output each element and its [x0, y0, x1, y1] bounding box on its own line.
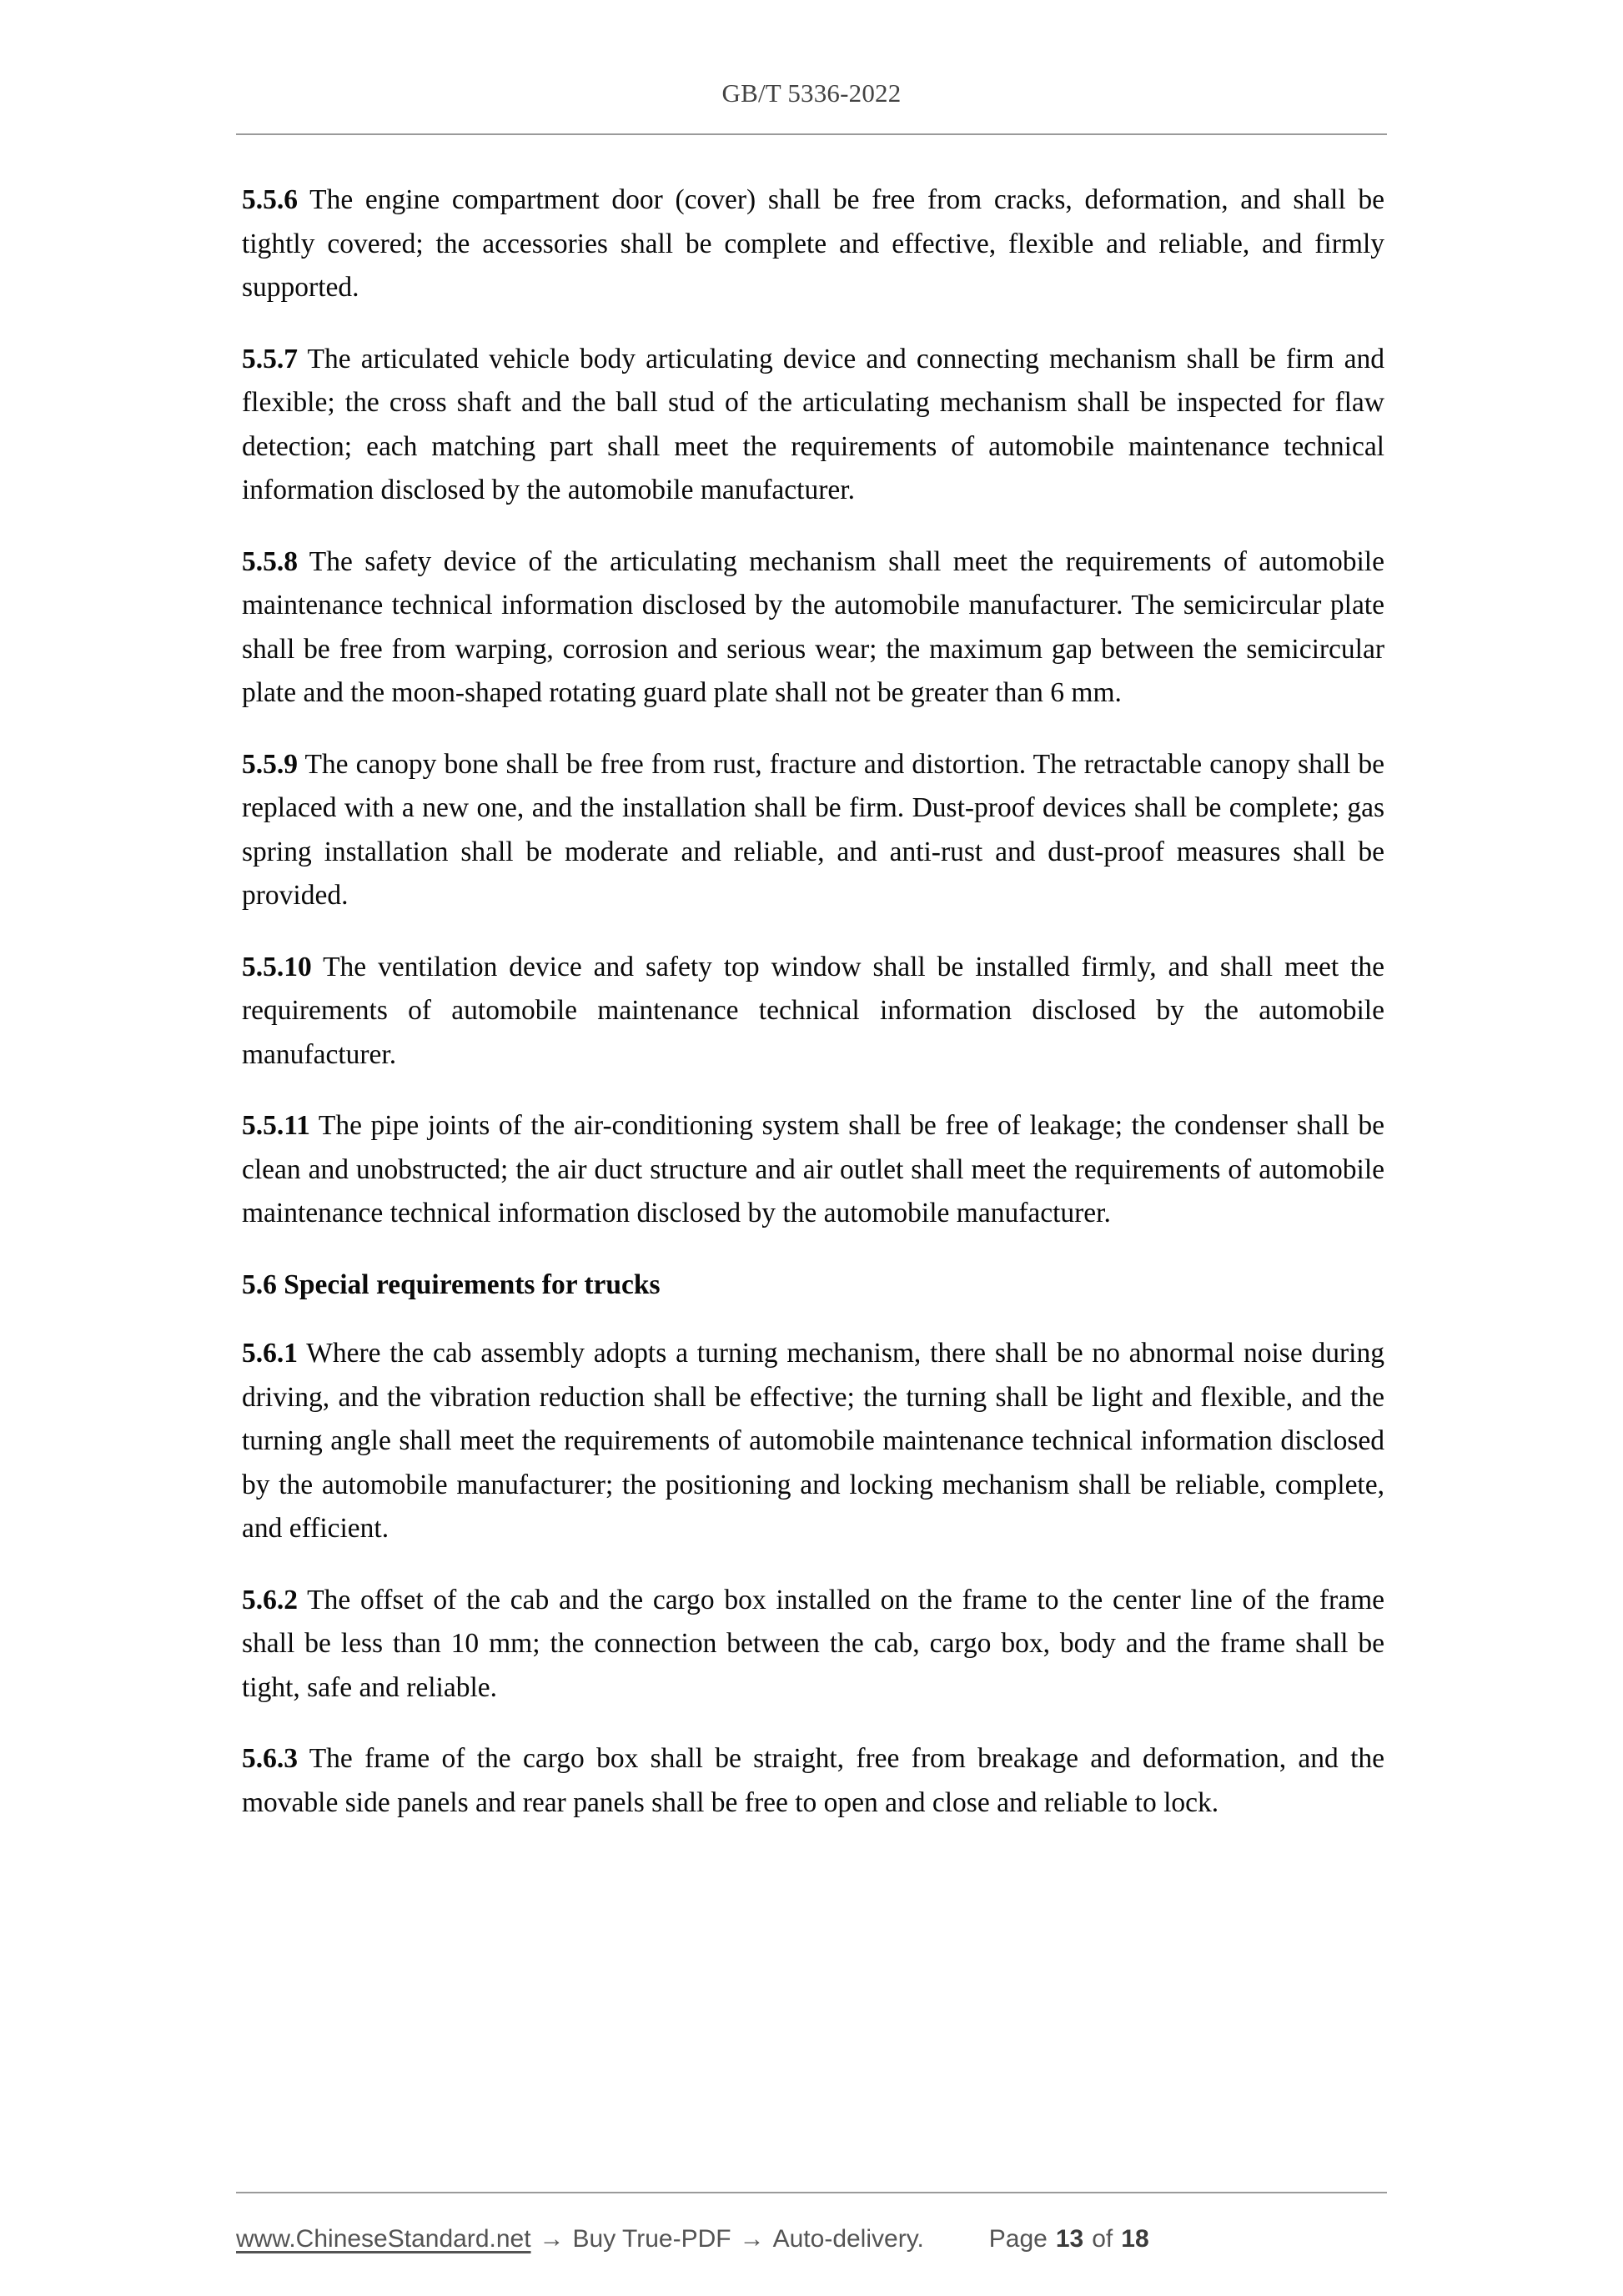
clause-text: The ventilation device and safety top window shall be installed firmly, and shall meet the requirements of automobile maintenance technical information disclosed by the automobile manufacturer.	[242, 951, 1384, 1070]
clause-text: The frame of the cargo box shall be straight, free from breakage and deformation, and the movable side panels and rear panels shall be free to open and close and reliable to lock.	[242, 1743, 1384, 1818]
clause-text: The articulated vehicle body articulating device and connecting mechanism shall be firm and flexible; the cross shaft and the ball stud of the articulating mechanism shall be inspected for flaw detection; each matching part shall meet the requirements of automobile maintenance technical information disclosed by the automobile manufacturer.	[242, 343, 1384, 505]
page-label: Page	[988, 2225, 1048, 2253]
clause-text: The safety device of the articulating mechanism shall meet the requirements of automobile maintenance technical information disclosed by the automobile manufacturer. The semicircular plate shall be free from warping, corrosion and serious wear; the maximum gap between the semicircular plate and the moon-shaped rotating guard plate shall not be greater than 6 mm.	[242, 545, 1384, 708]
current-page-number: 13	[1055, 2225, 1084, 2253]
chinesestandard-link[interactable]: www.ChineseStandard.net	[236, 2225, 531, 2253]
footer-divider	[236, 2192, 1387, 2193]
standard-number: GB/T 5336-2022	[721, 78, 902, 108]
clause-number: 5.5.7	[242, 343, 298, 374]
clause-number: 5.6.1	[242, 1338, 298, 1369]
section-heading-5-6: 5.6 Special requirements for trucks	[242, 1269, 661, 1300]
clause-paragraph-5-6-1	[242, 1332, 1384, 1551]
page-header	[236, 79, 1387, 108]
clause-number: 5.5.9	[242, 748, 298, 780]
clause-number: 5.6.2	[242, 1584, 298, 1615]
of-label: of	[1092, 2225, 1113, 2253]
page-indicator	[989, 2225, 1149, 2253]
clause-paragraph-5-5-9	[242, 743, 1384, 918]
clause-text: The pipe joints of the air-conditioning system shall be free of leakage; the condenser shall be clean and unobstructed; the air duct structure and air outlet shall meet the requirements of automobile maintenance technical information disclosed by the automobile manufacturer.	[242, 1110, 1384, 1228]
clause-text: The canopy bone shall be free from rust, fracture and distortion. The retractable canopy shall be replaced with a new one, and the installation shall be firm. Dust-proof devices shall be complete; gas spring installation shall be moderate and reliable, and anti-rust and dust-proof measures shall be provided.	[242, 748, 1384, 911]
clause-paragraph-5-6-2	[242, 1579, 1384, 1711]
arrow-right-icon: →	[539, 2225, 565, 2253]
header-divider	[236, 133, 1387, 135]
footer-buy-label: Buy True-PDF	[572, 2225, 731, 2253]
clause-number: 5.5.10	[242, 951, 312, 982]
clause-paragraph-5-5-6	[242, 178, 1384, 310]
clause-paragraph-5-5-11	[242, 1104, 1384, 1236]
page-footer	[236, 2214, 1387, 2264]
clause-number: 5.5.6	[242, 184, 298, 215]
clause-paragraph-5-6-3	[242, 1737, 1384, 1825]
footer-delivery-label: Auto-delivery.	[772, 2225, 924, 2253]
clause-number: 5.5.11	[242, 1110, 310, 1141]
footer-promo	[236, 2225, 924, 2253]
clause-number: 5.5.8	[242, 545, 298, 577]
clause-number: 5.6.3	[242, 1743, 298, 1774]
clause-text: The offset of the cab and the cargo box installed on the frame to the center line of the frame shall be less than 10 mm; the connection between the cab, cargo box, body and the frame shall be tight, safe and reliable.	[242, 1584, 1384, 1703]
clause-paragraph-5-5-7	[242, 338, 1384, 513]
clause-paragraph-5-5-10	[242, 946, 1384, 1078]
total-page-number: 18	[1121, 2225, 1149, 2253]
document-body	[242, 178, 1384, 1825]
clause-text: The engine compartment door (cover) shall be free from cracks, deformation, and shall be tightly covered; the accessories shall be complete and effective, flexible and reliable, and firmly supported.	[242, 184, 1384, 303]
arrow-right-icon: →	[739, 2225, 765, 2253]
clause-text: Where the cab assembly adopts a turning mechanism, there shall be no abnormal noise during driving, and the vibration reduction shall be effective; the turning shall be light and flexible, and the turning angle shall meet the requirements of automobile maintenance technical information disclosed by the automobile manufacturer; the positioning and locking mechanism shall be reliable, complete, and efficient.	[242, 1338, 1384, 1544]
clause-paragraph-5-5-8	[242, 540, 1384, 716]
